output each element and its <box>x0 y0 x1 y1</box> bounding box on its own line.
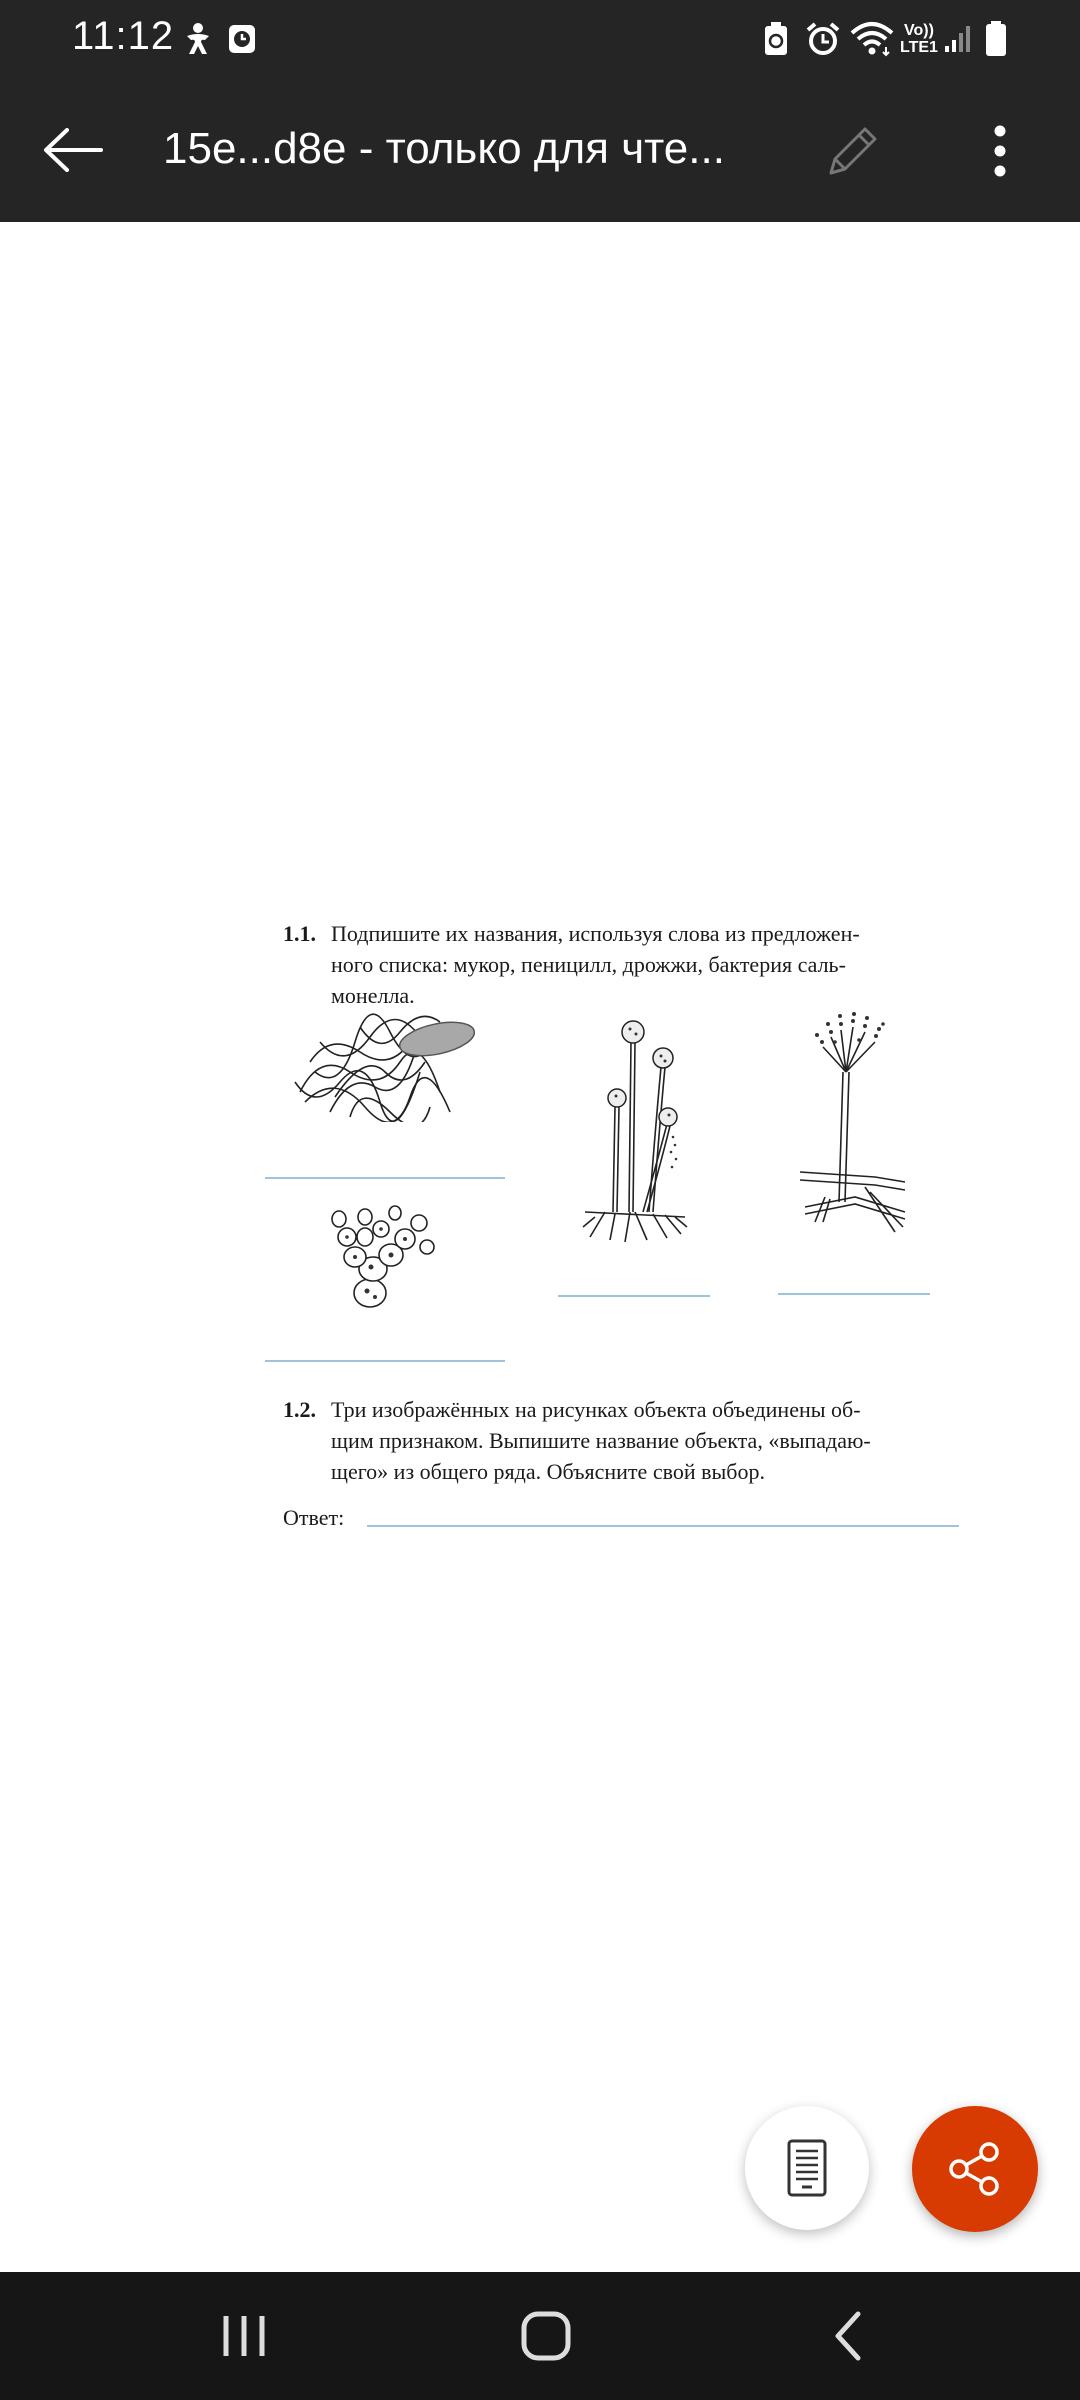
share-icon <box>946 2140 1004 2198</box>
question-number: 1.2. <box>283 1397 316 1422</box>
accessibility-icon <box>183 0 213 78</box>
status-time: 11:12 <box>72 14 175 58</box>
clock-app-icon <box>228 0 256 78</box>
mucor-mold-drawing <box>575 1012 695 1257</box>
question-line: щим признаком. Выпишите название объекта, «выпадаю- <box>331 1428 871 1453</box>
question-line: монелла. <box>331 983 415 1008</box>
yeast-drawing <box>325 1197 445 1322</box>
home-icon[interactable] <box>466 2272 626 2400</box>
back-icon[interactable] <box>768 2272 928 2400</box>
penicillium-mold-drawing <box>795 1012 915 1252</box>
answer-label: Ответ: <box>283 1505 345 1530</box>
network-type-label <box>900 0 938 78</box>
wifi-icon <box>850 0 894 78</box>
alarm-icon <box>805 0 841 78</box>
lte-label: LTE1 <box>900 39 938 56</box>
status-bar <box>0 0 1080 78</box>
question-line: щего» из общего ряда. Объясните свой выбор. <box>331 1459 765 1484</box>
answer-line <box>558 1295 710 1297</box>
question-number: 1.1. <box>283 921 316 946</box>
question-line: Три изображённых на рисунках объекта объединены об- <box>331 1397 861 1422</box>
app-bar <box>0 78 1080 222</box>
recent-apps-icon[interactable] <box>164 2272 324 2400</box>
navigation-bar <box>0 2272 1080 2400</box>
question-1-1 <box>283 918 971 1011</box>
answer-line <box>265 1360 505 1362</box>
share-button[interactable] <box>912 2106 1038 2232</box>
edit-pencil-icon[interactable] <box>818 116 888 186</box>
signal-icon <box>945 0 973 78</box>
answer-line <box>778 1293 930 1295</box>
question-line: ного списка: мукор, пеницилл, дрожжи, бактерия саль- <box>331 952 846 977</box>
question-1-2 <box>283 1394 971 1487</box>
document-title: 15e...d8e - только для чте... <box>163 124 725 173</box>
battery-icon <box>985 0 1007 78</box>
more-options-icon[interactable] <box>975 116 1025 186</box>
salmonella-bacterium-drawing <box>290 1012 490 1127</box>
battery-saver-icon <box>763 0 789 78</box>
question-line: Подпишите их названия, используя слова из предложен- <box>331 921 860 946</box>
document-page[interactable] <box>0 222 1080 2272</box>
answer-line <box>367 1525 959 1527</box>
reading-view-button[interactable] <box>745 2106 869 2230</box>
answer-line <box>265 1177 505 1179</box>
back-arrow-icon[interactable] <box>38 118 108 182</box>
volte-label: Vo)) <box>904 22 934 39</box>
reading-view-icon <box>785 2139 829 2197</box>
